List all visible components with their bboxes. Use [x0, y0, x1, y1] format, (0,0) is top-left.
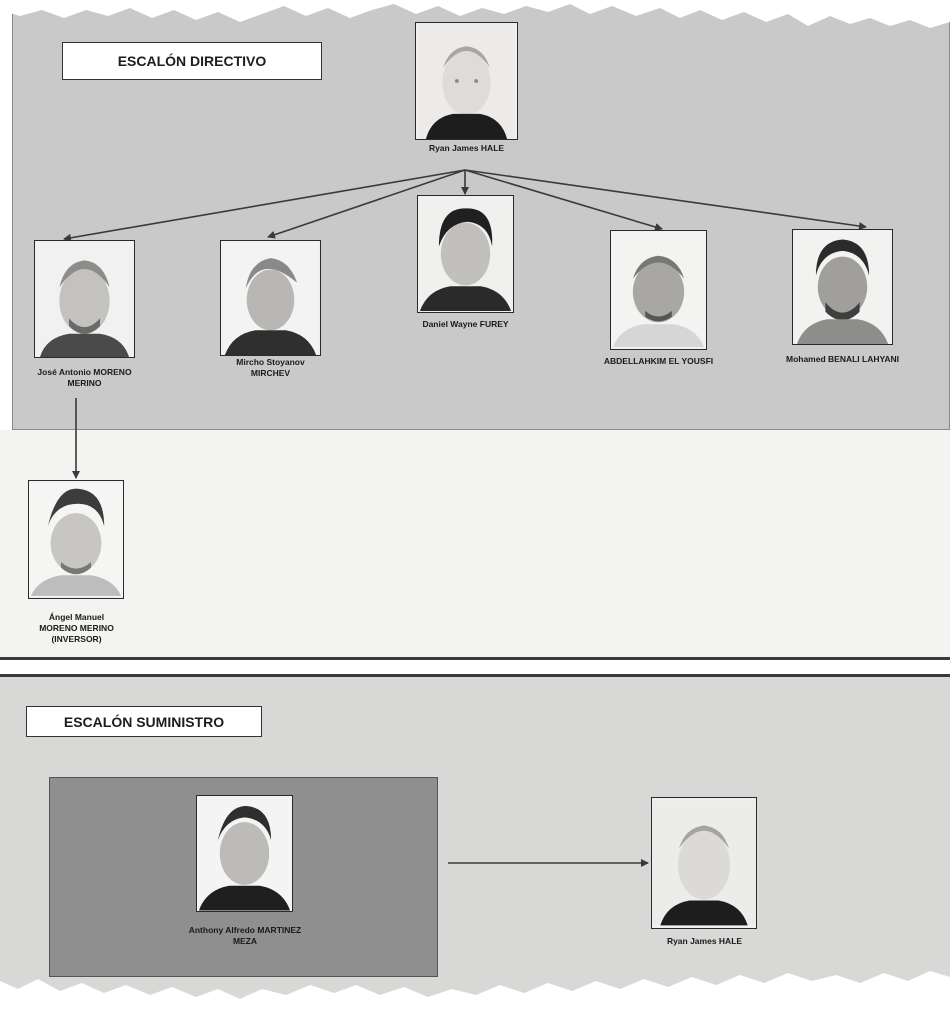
portrait-icon: [29, 481, 123, 598]
torn-edge-top: [0, 0, 950, 40]
name-p1-line1: José Antonio MORENO: [37, 367, 132, 377]
name-supplier-line1: Anthony Alfredo MARTINEZ: [188, 925, 302, 935]
name-p2-line2: MIRCHEV: [250, 368, 291, 378]
torn-edge-bottom: [0, 965, 950, 1019]
photo-leader-bottom: [651, 797, 757, 929]
section-title-directive: [62, 42, 322, 80]
photo-p5: [792, 229, 893, 345]
section-title-directive-text: ESCALÓN DIRECTIVO: [117, 53, 267, 69]
name-p1-line2: MERINO: [67, 378, 102, 388]
photo-p4: [610, 230, 707, 350]
name-leader-bottom: Ryan James HALE: [666, 936, 743, 946]
name-p5: Mohamed BENALI LAHYANI: [785, 354, 900, 364]
photo-p3: [417, 195, 514, 313]
section-title-supply: [26, 706, 262, 737]
name-p1: [14, 367, 155, 389]
section-title-supply-text: ESCALÓN SUMINISTRO: [63, 713, 225, 730]
role-investor: (INVERSOR): [51, 634, 102, 644]
portrait-icon: [416, 23, 517, 139]
photo-investor: [28, 480, 124, 599]
name-investor: [6, 612, 147, 645]
name-investor-line1: Ángel Manuel: [48, 612, 105, 622]
name-p2: [200, 357, 341, 379]
name-p3: Daniel Wayne FUREY: [422, 319, 509, 329]
photo-supplier: [196, 795, 293, 912]
photo-p1: [34, 240, 135, 358]
name-p4: ABDELLAHKIM EL YOUSFI: [603, 356, 714, 366]
photo-p2: [220, 240, 321, 356]
name-p2-line1: Mircho Stoyanov: [236, 357, 305, 367]
portrait-icon: [197, 796, 292, 911]
portrait-icon: [652, 798, 756, 928]
name-supplier: [170, 925, 320, 947]
name-leader: Ryan James HALE: [428, 143, 505, 153]
section-gap: [0, 660, 950, 674]
portrait-icon: [611, 231, 706, 349]
name-investor-line2: MORENO MERINO: [39, 623, 114, 633]
portrait-icon: [793, 230, 892, 344]
portrait-icon: [35, 241, 134, 357]
portrait-icon: [221, 241, 320, 355]
portrait-icon: [418, 196, 513, 312]
name-supplier-line2: MEZA: [232, 936, 258, 946]
